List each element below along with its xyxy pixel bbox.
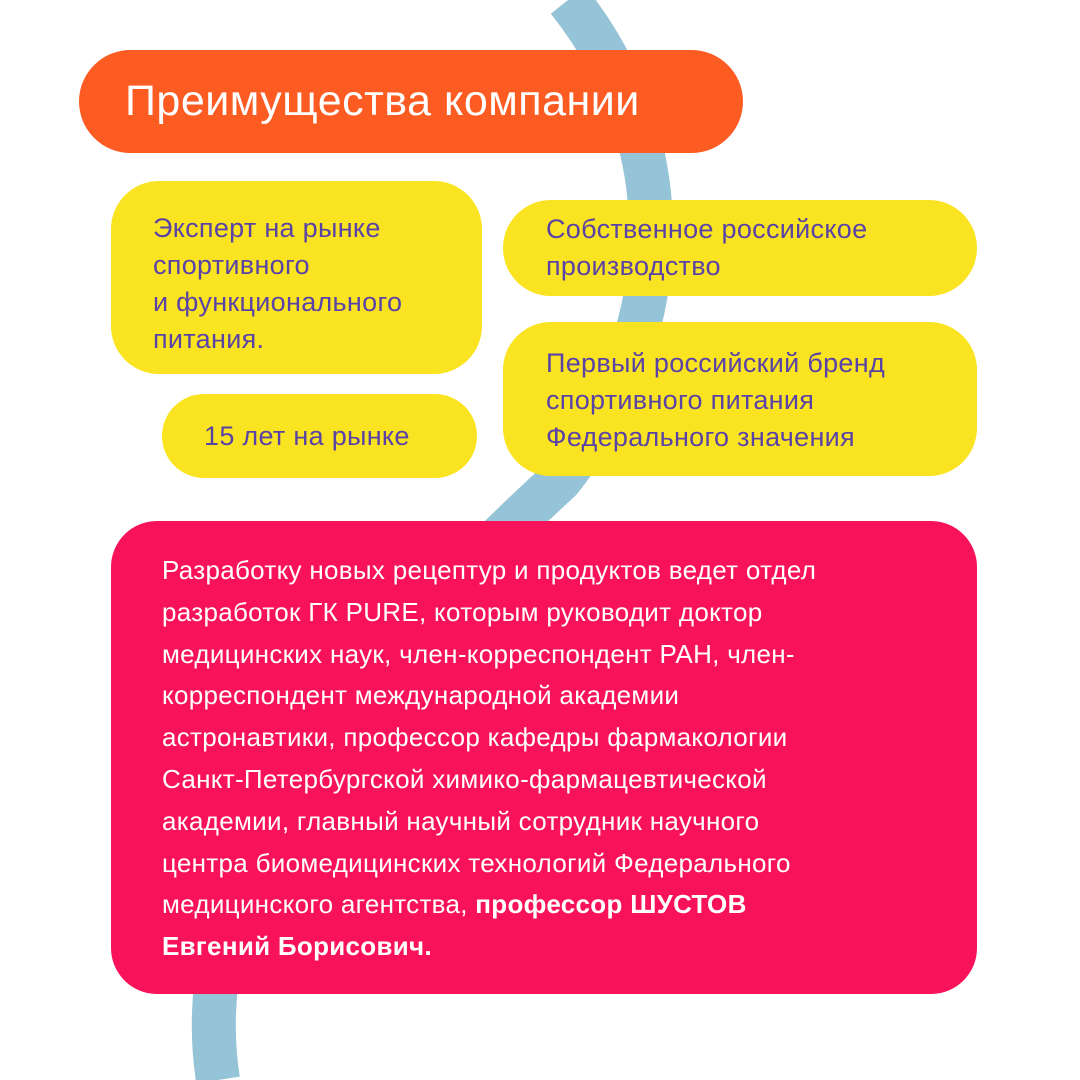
info-text-line: Разработку новых рецептур и продуктов ведет отдел [162, 555, 817, 585]
advantage-text-line: и функционального [153, 287, 403, 317]
info-text-line: Санкт-Петербургской химико-фармацевтической [162, 763, 767, 794]
professor-full-name: Евгений Борисович. [162, 931, 432, 962]
advantage-text-line: Федерального значения [546, 422, 855, 452]
advantage-card-years [162, 394, 477, 478]
title-pill [79, 50, 743, 153]
advantage-text: 15 лет на рынке [204, 420, 410, 451]
advantage-text-line: спортивного питания [546, 385, 815, 415]
advantage-text-line: Собственное российское [546, 214, 868, 244]
advantage-text-line: Первый российский бренд [546, 348, 886, 378]
info-text-line-mixed [162, 884, 957, 926]
advantage-text-line: производство [546, 251, 721, 281]
info-text-line: медицинских наук, член-корреспондент РАН, член- [162, 638, 795, 669]
professor-name: профессор ШУСТОВ [475, 889, 747, 920]
advantage-text-line: Эксперт на рынке [153, 213, 381, 243]
advantage-card-expert [111, 181, 482, 374]
page-title: Преимущества компании [125, 77, 640, 125]
info-text-line: корреспондент международной академии [162, 680, 680, 711]
rnd-info-card [111, 521, 977, 994]
info-text-line: центра биомедицинских технологий Федерального [162, 847, 791, 878]
info-text-line: разработок ГК PURE, которым руководит доктор [162, 596, 763, 627]
info-text-regular: медицинского агентства, [162, 889, 476, 920]
advantage-text-line: спортивного [153, 250, 310, 280]
advantage-card-production [503, 200, 977, 296]
advantage-card-first-brand [503, 322, 977, 476]
info-text-line: академии, главный научный сотрудник научного [162, 805, 760, 836]
info-text-line: астронавтики, профессор кафедры фармакологии [162, 722, 788, 753]
advantage-text-line: питания. [153, 324, 265, 354]
